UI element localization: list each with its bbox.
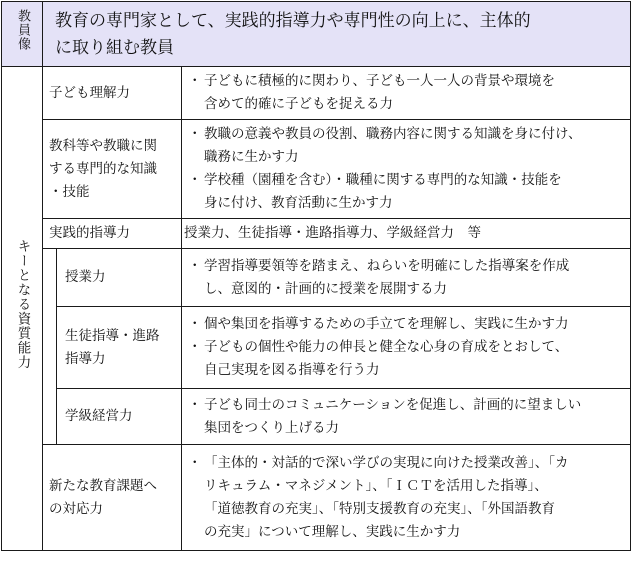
list-item: ・ 教職の意義や教員の役割、職務内容に関する知識を身に付け、 職務に生かす力 [188, 126, 582, 165]
list-item: ・ 子ども同士のコミュニケーションを促進し、計画的に望ましい 集団をつくり上げる力 [188, 396, 582, 436]
desc-guidance [182, 307, 631, 389]
header-label-cell [2, 2, 43, 67]
label-expertise: 教科等や教職に関 する専門的な知識 ・技能 [43, 120, 182, 219]
teacher-qualities-table [1, 1, 631, 551]
label-guidance: 生徒指導・進路 指導力 [57, 307, 182, 389]
label-child-understanding: 子ども理解力 [43, 67, 182, 120]
row-guidance [2, 307, 631, 389]
side-label-cell [2, 67, 43, 551]
desc-class-management [182, 389, 631, 445]
desc-new-issues [182, 445, 631, 551]
header-label: 教員像 [15, 9, 30, 51]
row-teaching [2, 249, 631, 307]
list-item: ・ 学校種（園種を含む）・職種に関する専門的な知識・技能を 身に付け、教育活動に生かす力 [188, 172, 562, 211]
indent-spacer [43, 389, 57, 445]
desc-teaching [182, 249, 631, 307]
row-expertise [2, 120, 631, 219]
qualities-table-page [1, 1, 630, 574]
desc-practical: 授業力、生徒指導・進路指導力、学級経営力 等 [182, 219, 631, 249]
label-class-management: 学級経営力 [57, 389, 182, 445]
indent-spacer [43, 307, 57, 389]
list-item: ・ 学習指導要領等を踏まえ、ねらいを明確にした指導案を作成 し、意図的・計画的に授業を展開する力 [188, 257, 570, 297]
label-practical: 実践的指導力 [43, 219, 182, 249]
desc-child-understanding [182, 67, 631, 120]
list-item: ・ 個や集団を指導するための手立てを理解し、実践に生かす力 [188, 316, 569, 332]
header-title: 教育の専門家として、実践的指導力や専門性の向上に、主体的 に取り組む教員 [55, 11, 531, 58]
header-row [2, 2, 631, 67]
row-class-management [2, 389, 631, 445]
row-child-understanding [2, 67, 631, 120]
label-teaching: 授業力 [57, 249, 182, 307]
list-item: ・ 子どもに積極的に関わり、子ども一人一人の背景や環境を 含めて的確に子どもを捉える力 [188, 73, 555, 112]
row-practical [2, 219, 631, 249]
header-title-cell [43, 2, 631, 67]
side-label: キーとなる資質能力 [14, 239, 31, 370]
list-item: ・ 子どもの個性や能力の伸長と健全な心身の育成をとおして、 自己実現を図る指導を行う力 [188, 339, 569, 378]
desc-expertise [182, 120, 631, 219]
row-new-issues [2, 445, 631, 551]
indent-spacer [43, 249, 57, 307]
label-new-issues: 新たな教育課題へ の対応力 [43, 445, 182, 551]
list-item: ・ 「主体的・対話的で深い学びの実現に向けた授業改善」、「カ リキュラム・マネジメント」、「ＩＣＴを活用した指導」、 「道徳教育の充実」、「特別支援教育の充実」、「外国語教育 の充実」について理解し、実践に生かす力 [188, 454, 569, 540]
